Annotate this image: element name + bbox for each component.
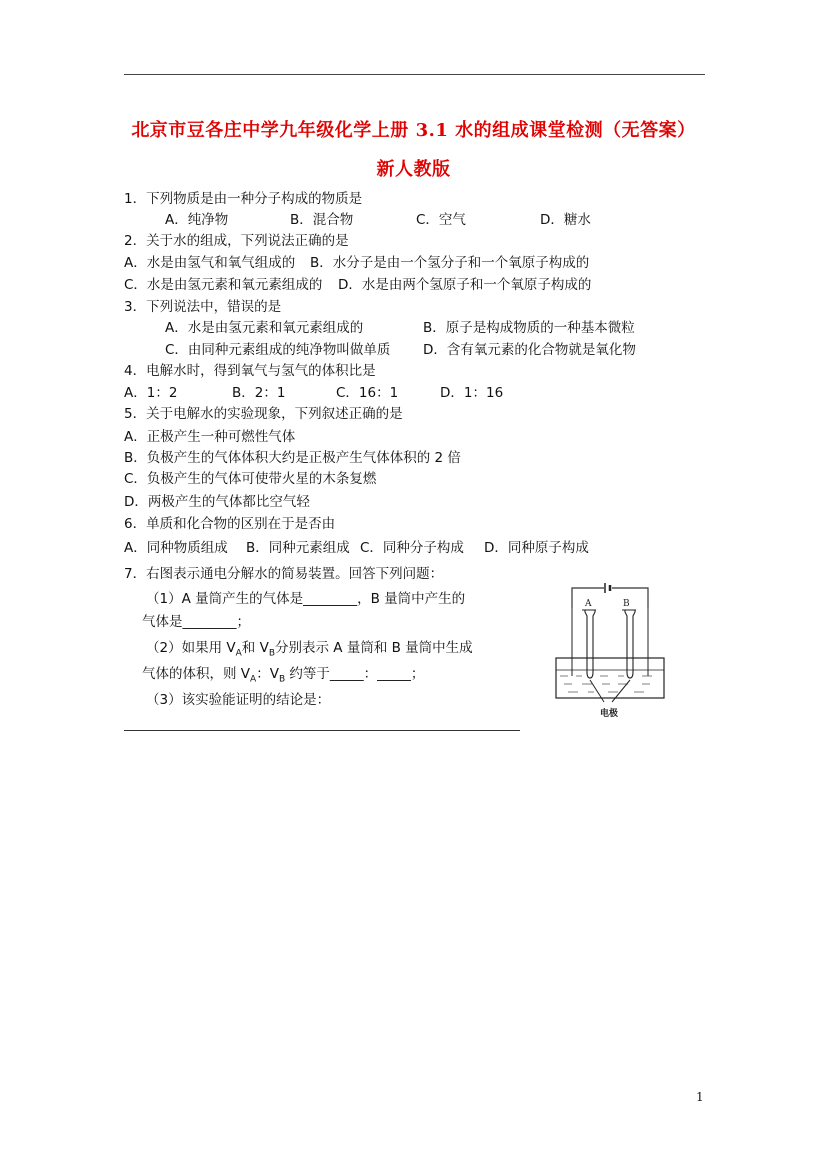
q7-part1-line1: （1）A 量筒产生的气体是________，B 量筒中产生的 (146, 591, 466, 607)
q5-option-b: B．负极产生的气体体积大约是正极产生气体体积的 2 倍 (124, 450, 461, 466)
document-subtitle: 新人教版 (376, 159, 451, 180)
q7-part2-text: 约等于_____：_____； (285, 666, 425, 682)
electrolysis-apparatus-figure (552, 580, 668, 732)
q7-part2-line1 (146, 639, 473, 663)
q6-option-d: D．同种原子构成 (484, 540, 589, 556)
q1-stem: 1．下列物质是由一种分子构成的物质是 (124, 191, 363, 207)
q5-stem: 5．关于电解水的实验现象，下列叙述正确的是 (124, 406, 403, 422)
subscript-b: B (278, 674, 286, 685)
q1-option-c: C．空气 (416, 212, 466, 228)
q4-option-b: B．2：1 (232, 385, 286, 401)
q7-part2-text: 和 V (241, 640, 269, 656)
q1-option-b: B．混合物 (290, 212, 354, 228)
answer-line (124, 730, 520, 731)
subscript-a: A (235, 648, 242, 659)
q6-option-b: B．同种元素组成 (246, 540, 350, 556)
label-a: A (585, 599, 592, 609)
q7-part2-text: （2）如果用 V (146, 640, 236, 656)
label-b: B (623, 599, 630, 609)
q5-option-c: C．负极产生的气体可使带火星的木条复燃 (124, 471, 377, 487)
q4-option-d: D．1：16 (440, 385, 504, 401)
q3-stem: 3．下列说法中，错误的是 (124, 299, 282, 315)
circuit-wire (572, 602, 648, 608)
q7-part2-text: 气体的体积，则 V (142, 666, 251, 682)
q1-option-a: A．纯净物 (165, 212, 229, 228)
q2-option-d: D．水是由两个氢原子和一个氧原子构成的 (338, 277, 592, 293)
water-hatching (560, 676, 652, 692)
q2-option-b: B．水分子是由一个氢分子和一个氧原子构成的 (310, 255, 590, 271)
page-number: 1 (696, 1090, 704, 1104)
q5-option-a: A．正极产生一种可燃性气体 (124, 429, 296, 445)
q6-stem: 6．单质和化合物的区别在于是否由 (124, 516, 336, 532)
q6-option-a: A．同种物质组成 (124, 540, 228, 556)
tube-a (582, 610, 596, 678)
subscript-a: A (250, 674, 257, 685)
q3-option-c: C．由同种元素组成的纯净物叫做单质 (165, 342, 391, 358)
q3-option-b: B．原子是构成物质的一种基本微粒 (423, 320, 635, 336)
q7-part1-line2: 气体是________； (142, 614, 250, 630)
subscript-b: B (268, 648, 276, 659)
q6-option-c: C．同种分子构成 (360, 540, 464, 556)
q4-stem: 4．电解水时，得到氧气与氢气的体积比是 (124, 363, 376, 379)
q7-part2-line2 (142, 665, 424, 689)
q2-option-a: A．水是由氢气和氧气组成的 (124, 255, 296, 271)
tube-b (622, 610, 636, 678)
q7-part2-text: ：V (256, 666, 279, 682)
electrode-label: 电极 (600, 709, 619, 719)
q2-option-c: C．水是由氢元素和氧元素组成的 (124, 277, 323, 293)
q4-option-a: A．1：2 (124, 385, 178, 401)
q4-option-c: C．16：1 (336, 385, 399, 401)
q1-option-d: D．糖水 (540, 212, 591, 228)
q7-part2-text: 分别表示 A 量筒和 B 量筒中生成 (275, 640, 473, 656)
q3-option-a: A．水是由氢元素和氧元素组成的 (165, 320, 364, 336)
electrode-pointer (590, 680, 630, 702)
q2-stem: 2．关于水的组成，下列说法正确的是 (124, 233, 349, 249)
q7-part3: （3）该实验能证明的结论是： (146, 692, 331, 708)
q7-stem: 7．右图表示通电分解水的简易装置。回答下列问题： (124, 566, 444, 582)
q3-option-d: D．含有氧元素的化合物就是氧化物 (423, 342, 636, 358)
header-rule (124, 74, 705, 75)
q5-option-d: D．两极产生的气体都比空气轻 (124, 494, 310, 510)
document-title: 北京市豆各庄中学九年级化学上册 3.1 水的组成课堂检测（无答案） (131, 120, 696, 141)
